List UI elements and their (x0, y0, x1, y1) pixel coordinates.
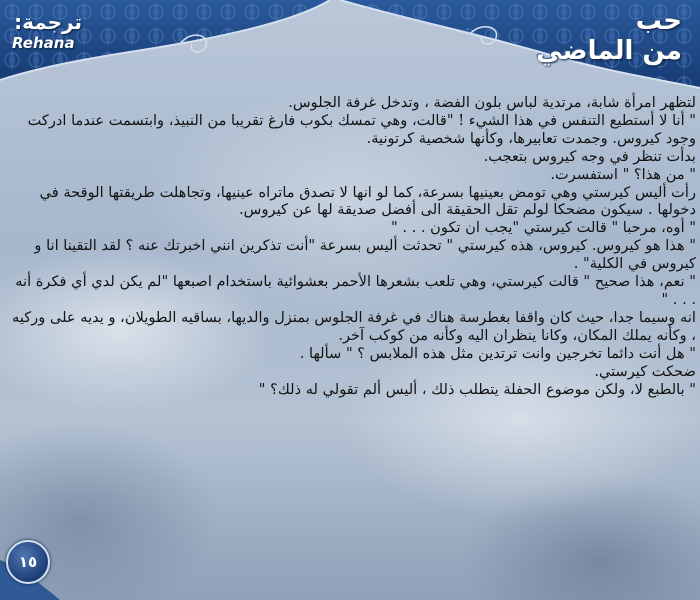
paragraph: بدأت تنظر في وجه كيروس بتعجب. (483, 147, 696, 165)
paragraph: " هذا هو كيروس. كيروس، هذه كيرستي " تحدثت أليس بسرعة "أنت تذكرين انني اخبرتك عنه ؟ لقد التقينا انا و كيروس في الكلية" . (34, 237, 696, 273)
paragraph: " نعم، هذا صحيح " قالت كيرستي، وهي تلعب بشعرها الأحمر بعشوائية باستخدام اصبعها "لم يكن لدي أي فكرة أنه . . . " (15, 273, 696, 308)
paragraph: " من هذا؟ " استفسرت. (550, 165, 696, 183)
translation-credit (12, 10, 82, 52)
paragraph: انه وسيما جدا، حيث كان واقفا بغطرسة هناك في غرفة الجلوس بمنزل والديها، بساقيه الطويلان، و يديه على وركيه ، وكأنه يملك المكان، وكانا ينظران اليه وكأنه من كوكب آخر. (12, 308, 696, 344)
paragraph: لتظهر امرأة شابة، مرتدية لباس بلون الفضة ، وتدخل غرفة الجلوس. (288, 94, 696, 111)
title-line-2: من الماضي (536, 36, 682, 66)
paragraph: ضحكت كيرستي. (594, 362, 696, 380)
paragraph: " أنا لا أستطيع التنفس في هذا الشيء ! "قالت، وهي تمسك بكوب فارغ تقريبا من النبيذ، وابتسمت عندما ادركت وجود كيروس. وجمدت تعابيرها، وكأنها شخصية كرتونية. (27, 111, 696, 147)
paragraph: " بالطبع لا، ولكن موضوع الحفلة يتطلب ذلك ، أليس ألم تقولي له ذلك؟ " (258, 380, 696, 398)
paragraph: " أوه، مرحبا " قالت كيرستي "يجب ان تكون . . . " (391, 219, 696, 237)
title-line-1: حب (635, 6, 682, 36)
paragraph: رأت أليس كيرستي وهي تومض بعينيها بسرعة، كما لو انها لا تصدق ماتراه عينيها، وتجاهلت طريقتها الوقحة في دخولها . سيكون مضحكا لولم تقل الحقيقة الى أفضل صديقة لها عن كيروس. (39, 183, 696, 219)
story-title (536, 6, 682, 66)
translation-label: ترجمة: (14, 10, 82, 34)
story-text (6, 94, 696, 398)
paragraph: " هل أنت دائما تخرجين وانت ترتدين مثل هذه الملابس ؟ " سألها . (299, 344, 696, 362)
translator-name: Rehana (12, 34, 75, 52)
page-number: ١٥ (6, 540, 50, 584)
